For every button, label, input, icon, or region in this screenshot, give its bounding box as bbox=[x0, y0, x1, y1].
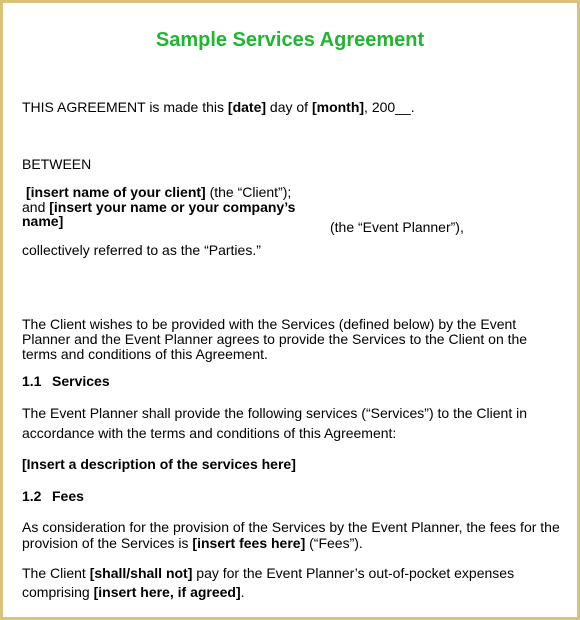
planner-suffix: (the “Event Planner”), bbox=[330, 219, 464, 235]
shall-field: [shall/shall not] bbox=[89, 565, 193, 581]
planner-line bbox=[22, 200, 322, 228]
wishes-paragraph: The Client wishes to be provided with the Services (defined below) by the Event Planner and the Event Planner agrees to provide the Services to the Client on the terms and conditions of this Agreement. bbox=[22, 316, 528, 362]
client-name-field: [insert name of your client] bbox=[26, 184, 206, 200]
section-title: Services bbox=[52, 373, 110, 389]
client-suffix: (the “Client”); bbox=[205, 184, 292, 200]
client-line bbox=[26, 184, 291, 200]
document-title: Sample Services Agreement bbox=[155, 29, 425, 51]
section-heading-fees bbox=[22, 488, 84, 504]
between-label: BETWEEN bbox=[22, 156, 92, 172]
month-field: [month] bbox=[311, 99, 365, 115]
services-paragraph: The Event Planner shall provide the following services (“Services”) to the Client in accordance with the terms and conditions of this Agreement: bbox=[22, 405, 528, 441]
intro-middle: day of bbox=[266, 99, 312, 115]
section-heading-services bbox=[22, 373, 110, 389]
agreed-field: [insert here, if agreed] bbox=[93, 584, 241, 600]
collectively-line: collectively referred to as the “Parties.” bbox=[22, 242, 261, 258]
planner-prefix: and bbox=[22, 199, 50, 215]
section-title: Fees bbox=[52, 488, 84, 504]
date-field: [date] bbox=[227, 99, 267, 115]
fees-field: [insert fees here] bbox=[192, 535, 306, 551]
intro-prefix: THIS AGREEMENT is made this bbox=[22, 99, 228, 115]
fees-paragraph: As consideration for the provision of the Services by the Event Planner, the fees for the provision of the Services is [insert fees here] (“Fees”). bbox=[22, 519, 560, 551]
intro-suffix: , 200__. bbox=[364, 99, 415, 115]
services-placeholder: [Insert a description of the services here] bbox=[22, 456, 296, 472]
planner-name-field: [insert your name or your company’s name] bbox=[22, 199, 296, 229]
section-number: 1.2 bbox=[22, 488, 42, 504]
agreement-intro bbox=[22, 99, 415, 115]
expenses-paragraph: The Client [shall/shall not] pay for the Event Planner’s out-of-pocket expenses comprising [insert here, if agreed]. bbox=[22, 565, 515, 600]
section-number: 1.1 bbox=[22, 373, 42, 389]
